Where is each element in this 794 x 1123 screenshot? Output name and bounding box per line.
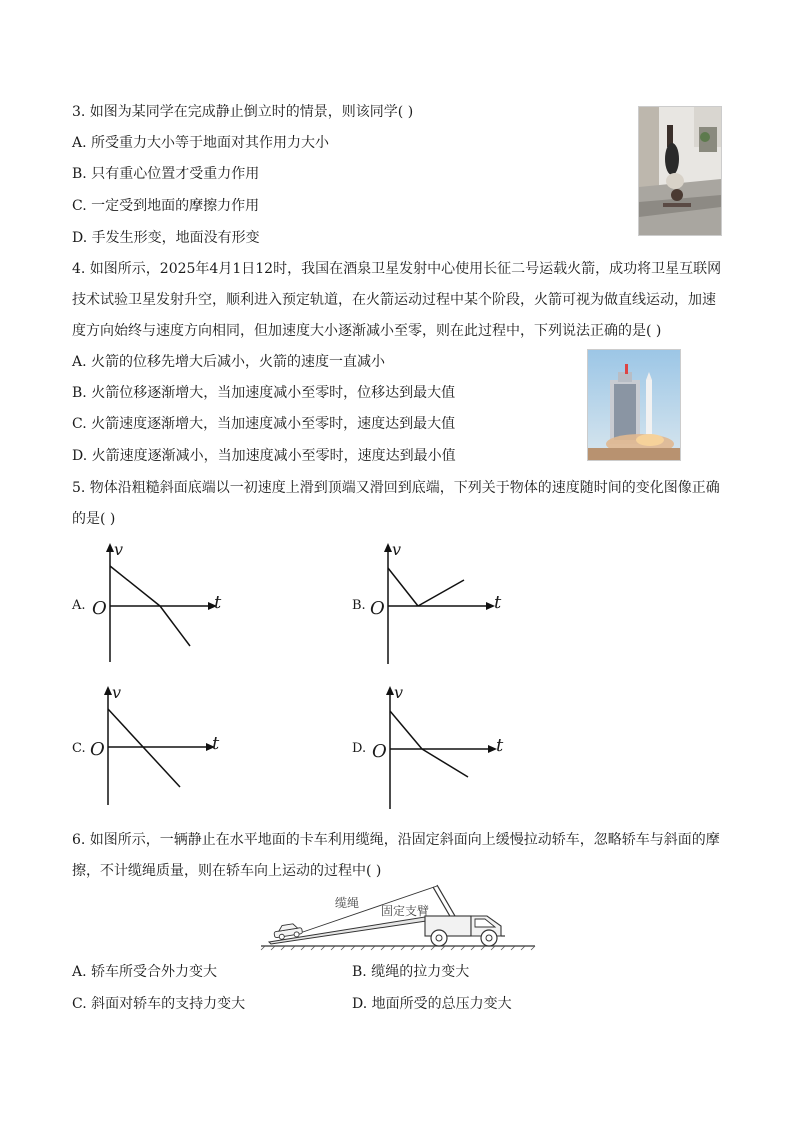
graph-b-up-segment bbox=[388, 568, 418, 606]
graph-b-origin-label: O bbox=[370, 598, 385, 619]
graph-b-v-label: v bbox=[392, 540, 402, 559]
graph-c-label: C. bbox=[72, 741, 86, 756]
graph-a bbox=[70, 540, 230, 670]
q4-stem-line-3: 度方向始终与速度方向相同，但加速度大小逐渐减小至零，则在此过程中，下列说法正确的是( ) bbox=[72, 323, 662, 339]
graph-a-origin-label: O bbox=[92, 598, 107, 619]
graph-a-t-label: t bbox=[214, 592, 222, 613]
q4-option-d: D. 火箭速度逐渐减小，当加速度减小至零时，速度达到最小值 bbox=[72, 448, 456, 464]
truck-incline-figure bbox=[255, 882, 540, 952]
headstand-photo bbox=[638, 106, 722, 236]
graph-d-v-label: v bbox=[394, 683, 404, 702]
q5-stem-line-2: 的是( ) bbox=[72, 511, 116, 527]
q5-stem-line-1: 5. 物体沿粗糙斜面底端以一初速度上滑到顶端又滑回到底端，下列关于物体的速度随时间的变化图像正确 bbox=[72, 480, 720, 496]
rocket-launch-photo bbox=[587, 349, 681, 461]
rope-label: 缆绳 bbox=[335, 896, 360, 910]
q3-option-c: C. 一定受到地面的摩擦力作用 bbox=[72, 198, 260, 214]
fixed-arm-label: 固定支臂 bbox=[381, 904, 430, 918]
graph-a-label: A. bbox=[72, 598, 86, 613]
q6-option-b: B. 缆绳的拉力变大 bbox=[352, 964, 470, 980]
graph-d-up-segment bbox=[390, 711, 422, 749]
graph-d-label: D. bbox=[352, 741, 367, 756]
graph-b bbox=[350, 540, 510, 670]
graph-d-down-segment bbox=[422, 749, 468, 777]
q4-option-c: C. 火箭速度逐渐增大，当加速度减小至零时，速度达到最大值 bbox=[72, 416, 456, 432]
graph-c-t-label: t bbox=[212, 733, 220, 754]
q4-option-b: B. 火箭位移逐渐增大，当加速度减小至零时，位移达到最大值 bbox=[72, 385, 456, 401]
graph-d-origin-label: O bbox=[372, 741, 387, 762]
graph-b-t-label: t bbox=[494, 592, 502, 613]
graph-a-v-label: v bbox=[114, 540, 124, 559]
graph-b-label: B. bbox=[352, 598, 366, 613]
graph-d-t-label: t bbox=[496, 735, 504, 756]
q4-stem-line-1: 4. 如图所示，2025年4月1日12时，我国在酒泉卫星发射中心使用长征二号运载火箭，成功将卫星互联网 bbox=[72, 261, 722, 277]
q4-stem-line-2: 技术试验卫星发射升空，顺利进入预定轨道，在火箭运动过程中某个阶段，火箭可视为做直线运动，加速 bbox=[72, 292, 716, 308]
q6-option-d: D. 地面所受的总压力变大 bbox=[352, 996, 512, 1012]
graph-c-origin-label: O bbox=[90, 739, 105, 760]
q6-stem-line-2: 擦，不计缆绳质量，则在轿车向上运动的过程中( ) bbox=[72, 863, 382, 879]
q6-option-a: A. 轿车所受合外力变大 bbox=[72, 964, 218, 980]
truck bbox=[425, 916, 505, 946]
q3-stem: 3. 如图为某同学在完成静止倒立时的情景，则该同学( ) bbox=[72, 104, 414, 120]
q6-stem-line-1: 6. 如图所示，一辆静止在水平地面的卡车利用缆绳，沿固定斜面向上缓慢拉动轿车，忽略轿车与斜面的摩 bbox=[72, 832, 720, 848]
graph-c-line bbox=[108, 709, 180, 787]
q6-option-c: C. 斜面对轿车的支持力变大 bbox=[72, 996, 246, 1012]
graph-a-down-segment bbox=[160, 606, 190, 646]
q3-option-d: D. 手发生形变，地面没有形变 bbox=[72, 230, 260, 246]
graph-d bbox=[350, 683, 510, 813]
q4-option-a: A. 火箭的位移先增大后减小，火箭的速度一直减小 bbox=[72, 354, 386, 370]
graph-a-up-segment bbox=[110, 566, 160, 606]
graph-c bbox=[70, 683, 230, 813]
q3-option-b: B. 只有重心位置才受重力作用 bbox=[72, 166, 260, 182]
graph-c-v-label: v bbox=[112, 683, 122, 702]
fixed-arm bbox=[433, 887, 451, 918]
q3-option-a: A. 所受重力大小等于地面对其作用力大小 bbox=[72, 135, 330, 151]
graph-b-down-segment bbox=[418, 580, 464, 606]
